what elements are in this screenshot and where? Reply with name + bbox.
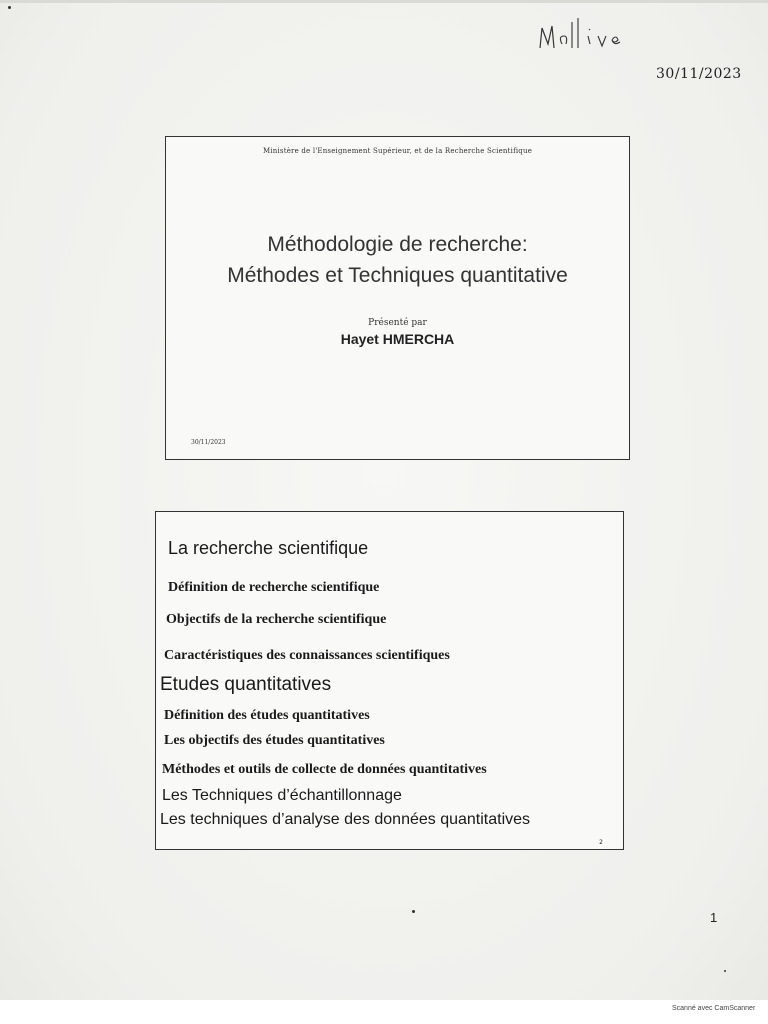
slide-title-line1: Méthodologie de recherche:	[267, 233, 528, 256]
outline-item: Caractéristiques des connaissances scientifiques	[164, 648, 450, 663]
outline-item: Définition de recherche scientifique	[168, 580, 380, 595]
scan-speck	[412, 910, 415, 913]
page-number: 1	[710, 910, 718, 925]
scan-speck	[8, 6, 11, 9]
author-name: Hayet HMERCHA	[340, 331, 455, 347]
ministry-label: Ministère de l'Enseignement Supérieur, et de la Recherche Scientifique	[262, 147, 533, 155]
scan-speck	[724, 970, 726, 972]
slide-title-line2: Méthodes et Techniques quantitative	[227, 264, 568, 287]
slide-title	[165, 136, 630, 460]
slide-number: 2	[599, 839, 603, 846]
scanner-watermark: Scanné avec CamScanner	[672, 1005, 756, 1012]
scan-edge-top	[0, 0, 768, 3]
handwritten-note	[536, 14, 636, 62]
slide-outline	[155, 511, 624, 850]
scan-footer-band	[0, 1000, 768, 1024]
outline-item: Objectifs de la recherche scientifique	[166, 612, 387, 627]
document-date: 30/11/2023	[656, 66, 742, 82]
presented-by-label: Présenté par	[368, 318, 427, 328]
outline-item: Les objectifs des études quantitatives	[164, 733, 385, 748]
outline-item: Définition des études quantitatives	[164, 708, 370, 723]
outline-item: Méthodes et outils de collecte de données quantitatives	[162, 762, 487, 777]
slide-date: 30/11/2023	[191, 439, 226, 446]
outline-heading: Les Techniques d’échantillonnage	[162, 787, 402, 804]
outline-heading: La recherche scientifique	[168, 538, 369, 558]
outline-heading: Etudes quantitatives	[160, 674, 332, 695]
outline-heading: Les techniques d’analyse des données quantitatives	[160, 811, 531, 828]
